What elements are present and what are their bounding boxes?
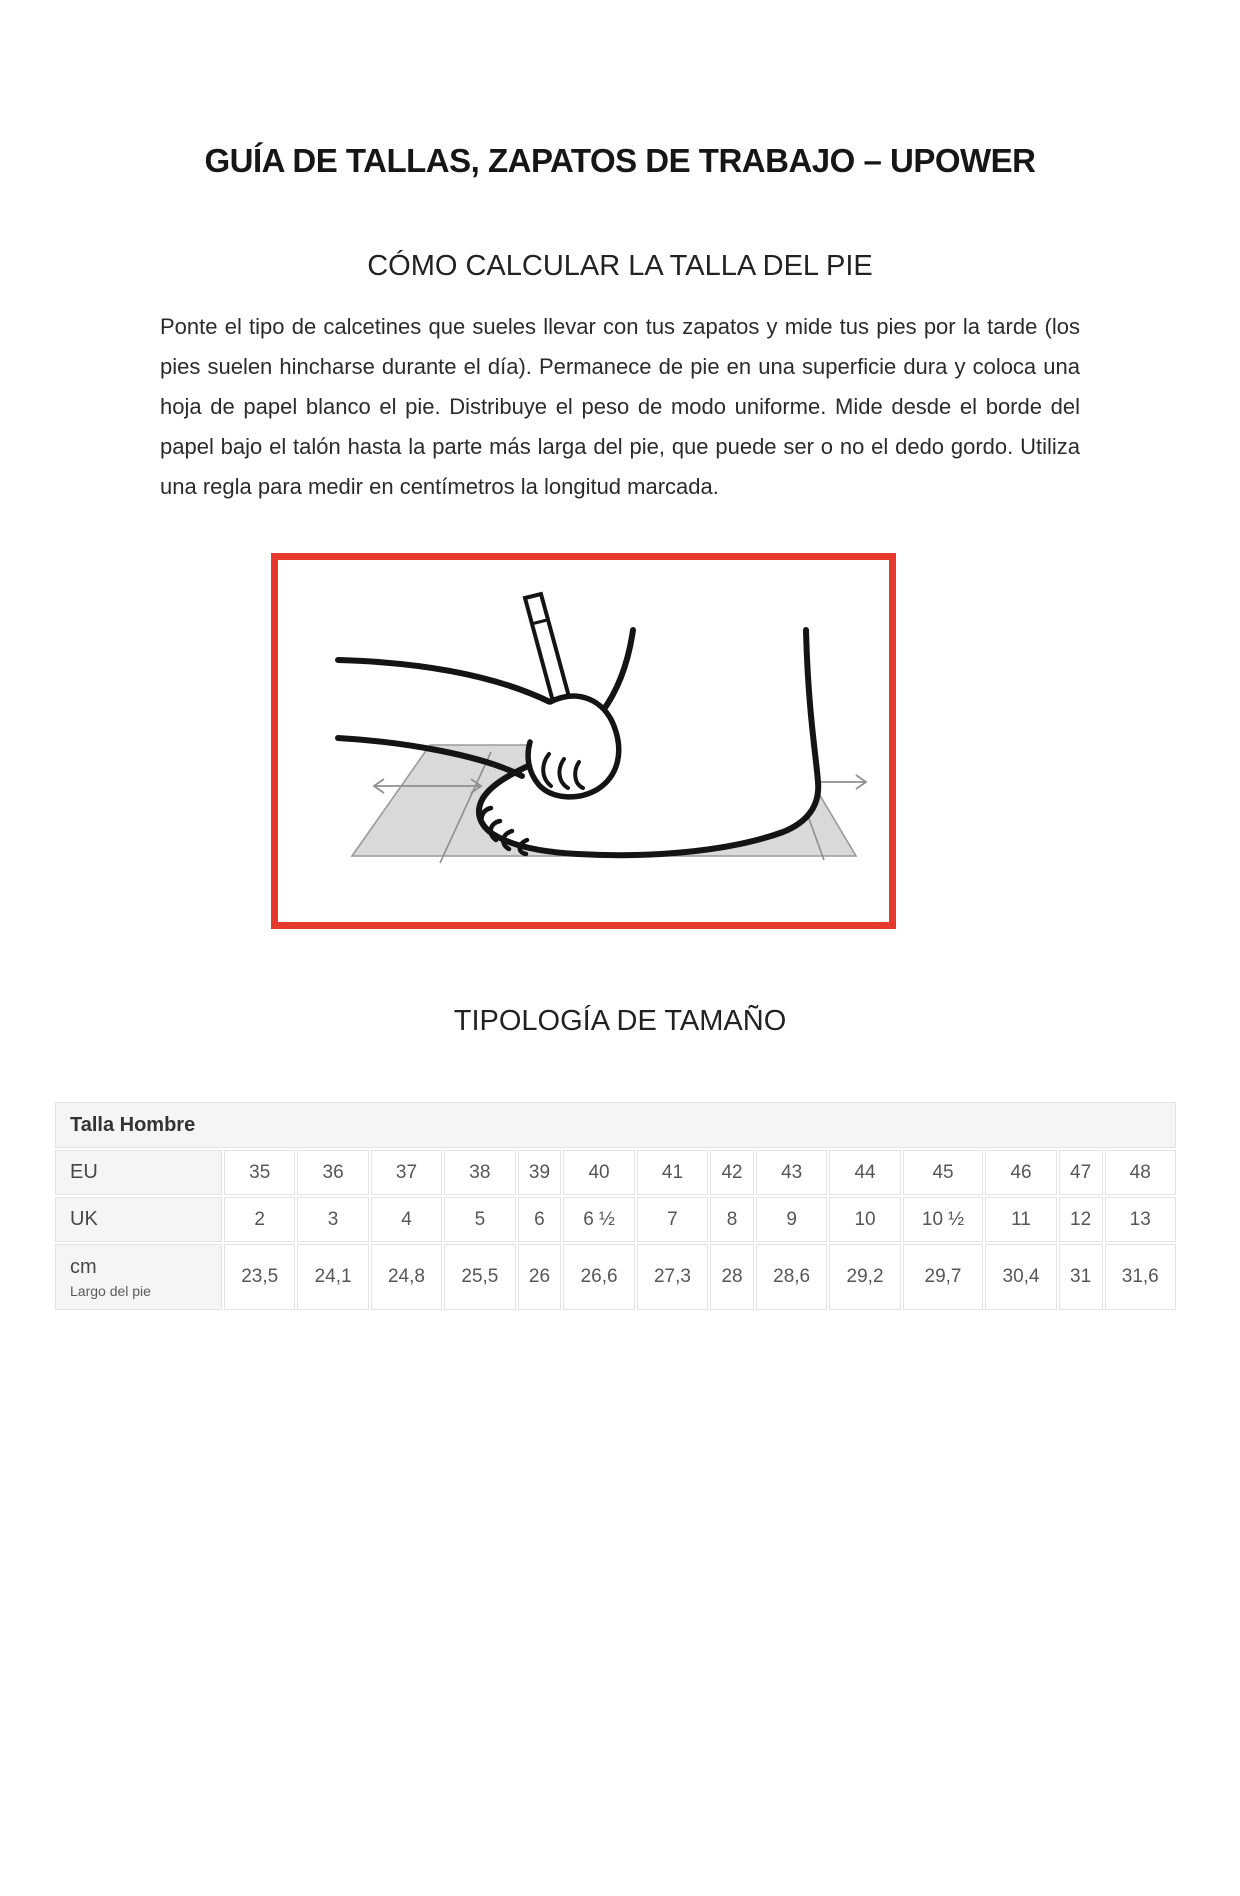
arm-top-line bbox=[338, 660, 550, 702]
size-value-cell: 4 bbox=[371, 1197, 442, 1242]
size-value-cell: 7 bbox=[637, 1197, 708, 1242]
size-value-cell: 28 bbox=[710, 1244, 754, 1310]
size-value-cell: 6 ½ bbox=[563, 1197, 634, 1242]
how-to-heading: CÓMO CALCULAR LA TALLA DEL PIE bbox=[367, 250, 873, 282]
row-label: UK bbox=[55, 1197, 222, 1242]
size-value-cell: 38 bbox=[444, 1150, 515, 1195]
size-value-cell: 31,6 bbox=[1105, 1244, 1177, 1310]
table-row bbox=[55, 1150, 1176, 1195]
row-label: EU bbox=[55, 1150, 222, 1195]
row-label: cm Largo del pie bbox=[55, 1244, 222, 1310]
size-value-cell: 24,1 bbox=[297, 1244, 368, 1310]
size-value-cell: 11 bbox=[985, 1197, 1056, 1242]
size-value-cell: 39 bbox=[518, 1150, 562, 1195]
fist-outline bbox=[528, 696, 619, 797]
size-value-cell: 28,6 bbox=[756, 1244, 827, 1310]
size-value-cell: 42 bbox=[710, 1150, 754, 1195]
size-value-cell: 27,3 bbox=[637, 1244, 708, 1310]
size-value-cell: 13 bbox=[1105, 1197, 1177, 1242]
foot-measuring-figure bbox=[271, 553, 896, 929]
size-value-cell: 44 bbox=[829, 1150, 900, 1195]
size-value-cell: 37 bbox=[371, 1150, 442, 1195]
size-value-cell: 41 bbox=[637, 1150, 708, 1195]
size-value-cell: 26 bbox=[518, 1244, 562, 1310]
page-title: GUÍA DE TALLAS, ZAPATOS DE TRABAJO – UPOWER bbox=[204, 142, 1036, 179]
size-value-cell: 47 bbox=[1059, 1150, 1103, 1195]
size-value-cell: 12 bbox=[1059, 1197, 1103, 1242]
size-value-cell: 24,8 bbox=[371, 1244, 442, 1310]
size-value-cell: 43 bbox=[756, 1150, 827, 1195]
size-value-cell: 3 bbox=[297, 1197, 368, 1242]
size-value-cell: 8 bbox=[710, 1197, 754, 1242]
size-value-cell: 5 bbox=[444, 1197, 515, 1242]
size-value-cell: 9 bbox=[756, 1197, 827, 1242]
size-table-body bbox=[55, 1102, 1176, 1310]
size-value-cell: 25,5 bbox=[444, 1244, 515, 1310]
table-title: Talla Hombre bbox=[55, 1102, 1176, 1148]
size-value-cell: 31 bbox=[1059, 1244, 1103, 1310]
table-row bbox=[55, 1244, 1176, 1310]
size-value-cell: 36 bbox=[297, 1150, 368, 1195]
size-value-cell: 30,4 bbox=[985, 1244, 1056, 1310]
size-value-cell: 45 bbox=[903, 1150, 984, 1195]
foot-measure-illustration bbox=[278, 560, 889, 922]
size-value-cell: 10 ½ bbox=[903, 1197, 984, 1242]
size-value-cell: 26,6 bbox=[563, 1244, 634, 1310]
size-value-cell: 29,2 bbox=[829, 1244, 900, 1310]
sizes-heading: TIPOLOGÍA DE TAMAÑO bbox=[453, 1005, 787, 1038]
size-value-cell: 48 bbox=[1105, 1150, 1177, 1195]
size-value-cell: 35 bbox=[224, 1150, 295, 1195]
row-sublabel: Largo del pie bbox=[70, 1283, 151, 1300]
size-value-cell: 23,5 bbox=[224, 1244, 295, 1310]
how-to-paragraph: Ponte el tipo de calcetines que sueles llevar con tus zapatos y mide tus pies por la tarde (los pies suelen hincharse durante el día). Permanece de pie en una superficie dura y coloca una hoja de papel blanco el pie. Distribuye el peso de modo uniforme. Mide desde el borde del papel bajo el talón hasta la parte más larga del pie, que puede ser o no el dedo gordo. Utiliza una regla para medir en centímetros la longitud marcada. bbox=[160, 314, 1080, 500]
size-table bbox=[53, 1100, 1178, 1312]
table-row bbox=[55, 1197, 1176, 1242]
size-value-cell: 46 bbox=[985, 1150, 1056, 1195]
size-value-cell: 6 bbox=[518, 1197, 562, 1242]
table-header-row bbox=[55, 1102, 1176, 1148]
size-value-cell: 10 bbox=[829, 1197, 900, 1242]
size-value-cell: 2 bbox=[224, 1197, 295, 1242]
size-value-cell: 29,7 bbox=[903, 1244, 984, 1310]
size-value-cell: 40 bbox=[563, 1150, 634, 1195]
